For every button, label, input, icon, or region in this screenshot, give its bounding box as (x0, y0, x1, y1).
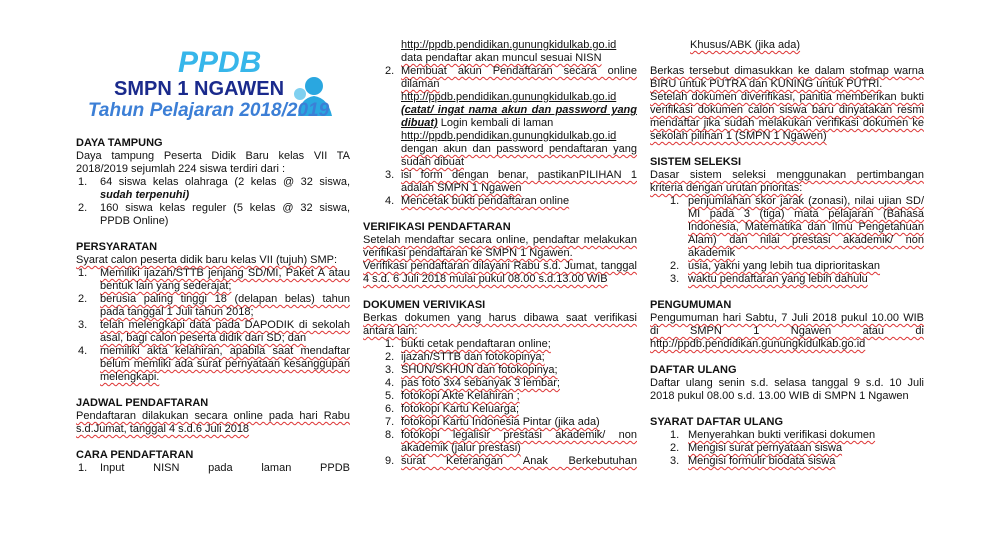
list-item: 3. waktu pendaftaran yang lebih dahulu (670, 273, 868, 285)
list-item: 9. surat Keterangan Anak Berkebutuhan (385, 455, 637, 467)
list-item: 7. fotokopi Kartu Indonesia Pintar (jika ada) (385, 416, 600, 428)
list-item: 1. bukti cetak pendaftaran online; (385, 338, 551, 350)
list-item: 4. pas foto 3x4 sebanyak 3 lembar; (385, 377, 560, 389)
list-item: 1. Memiliki ijazah/STTB jenjang SD/MI, Paket A atau bentuk lain yang sederajat; (78, 267, 350, 292)
verifikasi-p1: Setelah mendaftar secara online, pendaftar melakukan verifikasi pendaftaran ke SMPN 1 Ngawen. (363, 234, 637, 259)
verifikasi-p2: Verifikasi pendaftaran dilayani Rabu s.d. Jumat, tanggal 4 s.d. 6 Juli 2018 mulai pukul 08.00 s.d.13.00 WIB (363, 260, 637, 285)
daya-tampung-heading: DAYA TAMPUNG (76, 137, 163, 149)
pengumuman-heading: PENGUMUMAN (650, 299, 732, 311)
jadwal-text: Pendaftaran dilakukan secara online pada hari Rabu s.d.Jumat, tanggal 4 s.d.6 Juli 2018 (76, 410, 350, 435)
list-item: 2. ijazah/STTB dan fotokopinya; (385, 351, 545, 363)
list-item: 6. fotokopi Kartu Keluarga; (385, 403, 520, 415)
list-item: 3. isi form dengan benar, pastikanPILIHAN 1 adalah SMPN 1 Ngawen (385, 169, 637, 194)
berkas-text: Berkas tersebut dimasukkan ke dalam stofmap warna BIRU untuk PUTRA dan KUNING untuk PUTRI. (650, 65, 924, 90)
cara-heading: CARA PENDAFTARAN (76, 449, 194, 461)
cara-list (76, 462, 350, 475)
link-ppdb[interactable]: http://ppdb.pendidikan.gunungkidulkab.go.id (401, 130, 617, 142)
jadwal-heading: JADWAL PENDAFTARAN (76, 397, 209, 409)
list-item: 2. usia, yakni yang lebih tua diprioritaskan (670, 260, 881, 272)
cara-list-cont (363, 65, 637, 208)
logo-year-text: Tahun Pelajaran 2018/2019 (88, 100, 330, 121)
persyaratan-list (76, 267, 350, 384)
list-item: 2. 160 siswa kelas reguler (5 kelas @ 32 siswa, PPDB Online) (78, 202, 350, 227)
seleksi-intro: Dasar sistem seleksi menggunakan pertimbangan kriteria dengan urutan prioritas: (650, 169, 924, 194)
list-item: 1. penjumlahan skor jarak (zonasi), nilai ujian SD/ MI pada 3 (tiga) mata pelajaran (Bahasa Indonesia, Matematika dan Ilmu Pengetahuan Alam) dan nilai prestasi akademik/ non akademik (670, 195, 924, 259)
list-item: 2. Membuat akun Pendaftaran secara online dilaman http://ppdb.pendidikan.gunungkidulkab.go.id (catat/ ingat nama akun dan password yang dibuat) Login kembali di laman http://ppdb.pendidikan.gunungkidulkab.go.id dengan akun dan password pendaftaran yang sudah dibuat (385, 65, 637, 168)
dokumen-cont: Khusus/ABK (jika ada) (690, 39, 801, 51)
list-item: 5. fotokopi Akte Kelahiran ; (385, 390, 520, 402)
syarat-du-list (650, 429, 924, 468)
link-ppdb[interactable]: http://ppdb.pendidikan.gunungkidulkab.go.id (401, 39, 617, 51)
daya-tampung-intro: Daya tampung Peserta Didik Baru kelas VII TA 2018/2019 sejumlah 224 siswa terdiri dari : (76, 150, 350, 175)
cara-line1b: data pendaftar akan muncul sesuai NISN (401, 52, 602, 64)
list-item: 2. berusia paling tinggi 18 (delapan belas) tahun pada tanggal 1 Juli tahun 2018; (78, 293, 350, 318)
link-ppdb[interactable]: http://ppdb.pendidikan.gunungkidulkab.go.id (401, 91, 617, 103)
column-3 (650, 0, 924, 468)
list-item: 4. memiliki akta kelahiran, apabila saat mendaftar belum memliki ada surat pernyataan kesanggupan melengkapi. (78, 345, 350, 383)
logo-school-text: SMPN 1 NGAWEN (114, 78, 285, 100)
list-item: 3. telah melengkapi data pada DAPODIK di sekolah asal, bagi calon peserta didik dari SD; dan (78, 319, 350, 344)
seleksi-heading: SISTEM SELEKSI (650, 156, 742, 168)
daftar-ulang-heading: DAFTAR ULANG (650, 364, 737, 376)
list-item: 1. 64 siswa kelas olahraga (2 kelas @ 32 siswa, sudah terpenuhi) (78, 176, 350, 201)
daya-tampung-list (76, 176, 350, 228)
setelah-text: Setelah dokumen diverifikasi, panitia memberikan bukti verifikasi dokumen calon siswa baru dinyatakan resmi mendaftar jika sudah melakukan verifikasi dokumen ke sekolah pilihan 1 (SMPN 1 Ngawen) (650, 91, 924, 142)
list-item: 3. Mengisi formulir biodata siswa (670, 455, 836, 467)
syarat-du-heading: SYARAT DAFTAR ULANG (650, 416, 784, 428)
list-item: 4. Mencetak bukti pendaftaran online (385, 195, 570, 207)
dokumen-intro: Berkas dokumen yang harus dibawa saat verifikasi antara lain: (363, 312, 637, 337)
dokumen-heading: DOKUMEN VERIVIKASI (363, 299, 486, 311)
list-item: 1. Input NISN pada laman PPDB (78, 462, 350, 474)
persyaratan-intro: Syarat calon peserta didik baru kelas VII (tujuh) SMP: (76, 254, 338, 266)
column-2 (363, 0, 637, 468)
column-1 (76, 0, 350, 475)
seleksi-list (650, 195, 924, 286)
list-item: 8. fotokopi legalisir prestasi akademik/ non akademik (jalur prestasi) (385, 429, 637, 454)
list-item: 1. Menyerahkan bukti verifikasi dokumen (670, 429, 876, 441)
persyaratan-heading: PERSYARATAN (76, 241, 158, 253)
list-item: 3. SHUN/SKHUN dan fotokopinya; (385, 364, 558, 376)
list-item: 2. Mengisi surat pernyataan siswa (670, 442, 843, 454)
daftar-ulang-text: Daftar ulang senin s.d. selasa tanggal 9 s.d. 10 Juli 2018 pukul 08.00 s.d. 13.00 WIB di SMPN 1 Ngawen (650, 377, 924, 402)
pengumuman-text: Pengumuman hari Sabtu, 7 Juli 2018 pukul 10.00 WIB di SMPN 1 Ngawen atau di http://ppdb.pendidikan.gunungkidulkab.go.id (650, 312, 924, 350)
dokumen-list (363, 338, 637, 468)
logo-ppdb-text: PPDB (178, 46, 262, 79)
verifikasi-heading: VERIFIKASI PENDAFTARAN (363, 221, 511, 233)
